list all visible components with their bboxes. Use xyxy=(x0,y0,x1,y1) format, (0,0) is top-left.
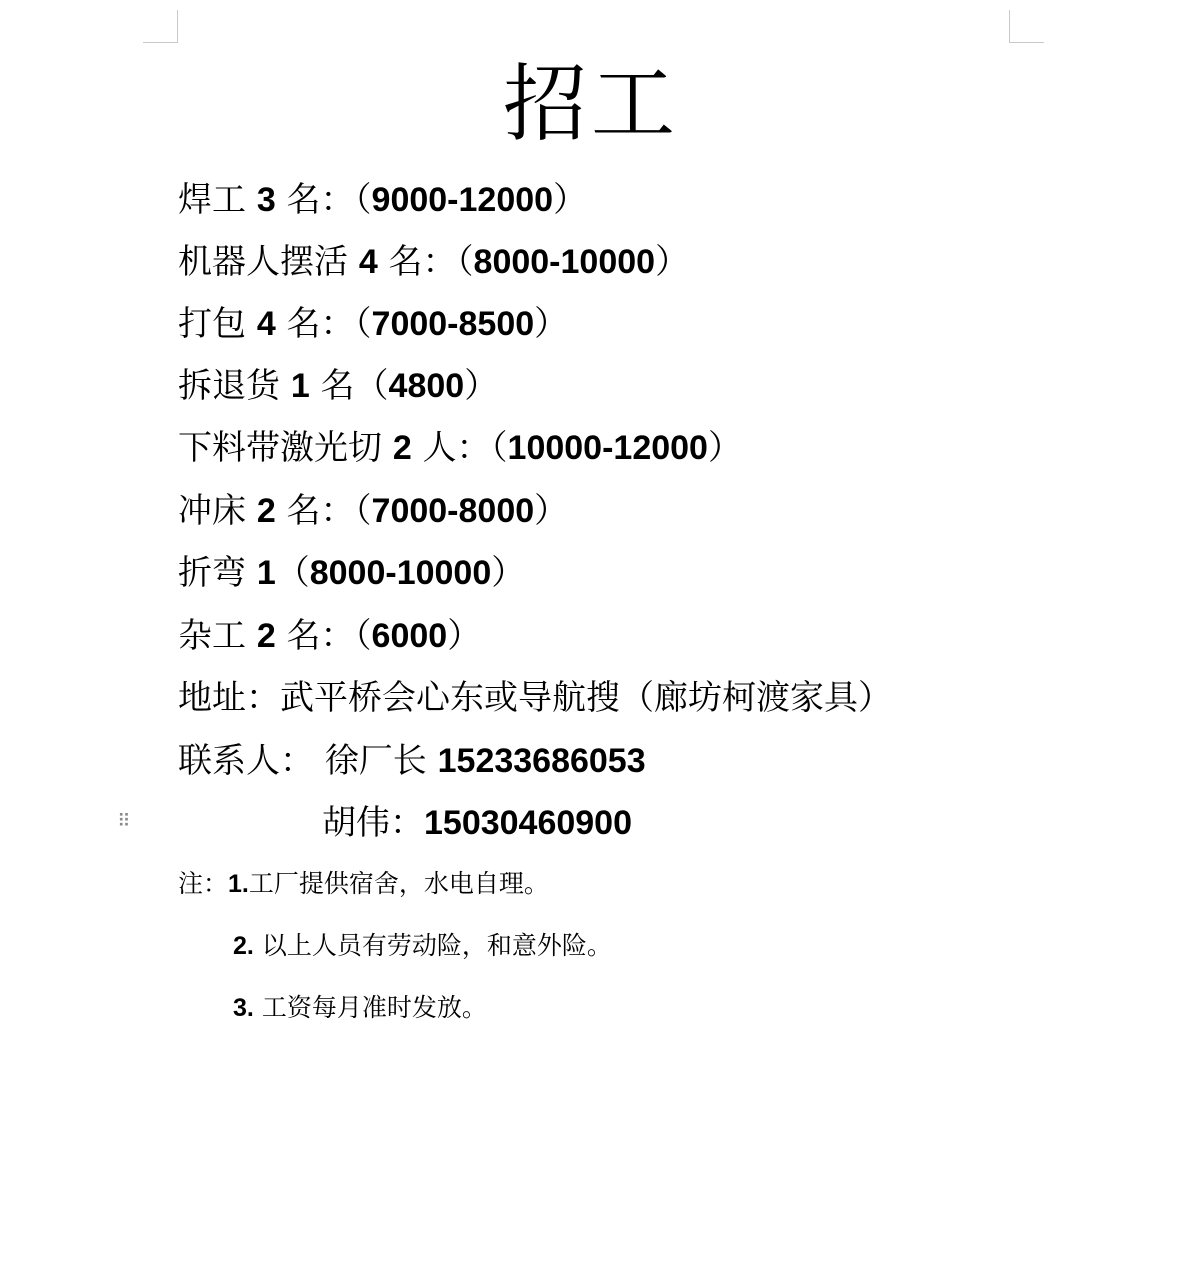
job-count: 3 xyxy=(256,181,276,219)
contact-line xyxy=(178,741,646,781)
job-unit: 名：（ xyxy=(388,242,474,282)
contact-phone: 15030460900 xyxy=(424,804,633,842)
job-unit: 名：（ xyxy=(286,180,372,220)
job-close: ） xyxy=(491,553,526,593)
note-text: 工资每月准时发放。 xyxy=(261,993,487,1022)
job-line xyxy=(178,242,689,282)
contact-sep: ： xyxy=(390,803,424,843)
job-name: 拆退货 xyxy=(178,366,280,406)
job-line xyxy=(178,366,498,406)
job-name: 冲床 xyxy=(178,491,246,531)
job-name: 下料带激光切 xyxy=(178,428,382,468)
note-number: 2. xyxy=(233,932,254,960)
job-name: 杂工 xyxy=(178,616,246,656)
job-name: 打包 xyxy=(178,304,246,344)
job-name: 焊工 xyxy=(178,180,246,220)
job-salary: 7000-8000 xyxy=(371,492,535,530)
job-count: 2 xyxy=(256,492,276,530)
address-line xyxy=(178,678,892,718)
job-count: 1 xyxy=(256,554,276,592)
job-line xyxy=(178,428,742,468)
job-salary: 8000-10000 xyxy=(309,554,492,592)
note-text: 以上人员有劳动险，和意外险。 xyxy=(261,931,612,960)
page-corner-mark-top-right xyxy=(1009,10,1044,43)
page-corner-mark-top-left xyxy=(143,10,178,43)
job-salary: 8000-10000 xyxy=(473,243,656,281)
job-close: ） xyxy=(534,304,569,344)
job-unit: 名（ xyxy=(320,366,389,406)
contact-line xyxy=(322,803,632,843)
job-unit: （ xyxy=(275,553,310,593)
contact-phone: 15233686053 xyxy=(437,742,646,780)
job-close: ） xyxy=(464,366,499,406)
job-count: 1 xyxy=(290,367,310,405)
job-count: 2 xyxy=(392,429,412,467)
note-line xyxy=(233,993,487,1023)
job-unit: 名：（ xyxy=(286,491,372,531)
job-count: 2 xyxy=(256,617,276,655)
job-close: ） xyxy=(534,491,569,531)
job-close: ） xyxy=(447,616,482,656)
note-number: 1. xyxy=(228,870,249,898)
job-line xyxy=(178,616,481,656)
job-salary: 7000-8500 xyxy=(371,305,535,343)
job-line xyxy=(178,491,568,531)
job-salary: 10000-12000 xyxy=(507,429,708,467)
job-line xyxy=(178,553,525,593)
job-salary: 6000 xyxy=(371,617,448,655)
job-close: ） xyxy=(655,242,690,282)
note-number: 3. xyxy=(233,994,254,1022)
job-salary: 9000-12000 xyxy=(371,181,554,219)
note-text: 工厂提供宿舍，水电自理。 xyxy=(248,869,549,898)
job-salary: 4800 xyxy=(388,367,465,405)
contact-name: 徐厂长 xyxy=(324,741,427,781)
note-line xyxy=(233,931,612,961)
job-count: 4 xyxy=(358,243,378,281)
note-label: 注： xyxy=(178,869,229,898)
contact-label: 联系人： xyxy=(178,741,314,781)
job-name: 折弯 xyxy=(178,553,246,593)
job-name: 机器人摆活 xyxy=(178,242,348,282)
job-line xyxy=(178,304,568,344)
job-count: 4 xyxy=(256,305,276,343)
note-line xyxy=(178,869,549,899)
job-close: ） xyxy=(553,180,588,220)
page-title: 招工 xyxy=(502,55,679,153)
address-text: 武平桥会心东或导航搜（廊坊柯渡家具） xyxy=(280,678,892,718)
job-unit: 名：（ xyxy=(286,304,372,344)
address-label: 地址： xyxy=(178,678,280,718)
contact-name: 胡伟 xyxy=(322,803,390,843)
job-unit: 名：（ xyxy=(286,616,372,656)
job-close: ） xyxy=(707,428,742,468)
job-unit: 人：（ xyxy=(422,428,508,468)
job-line xyxy=(178,180,587,220)
drag-handle-icon[interactable]: ⠿ xyxy=(117,811,131,832)
